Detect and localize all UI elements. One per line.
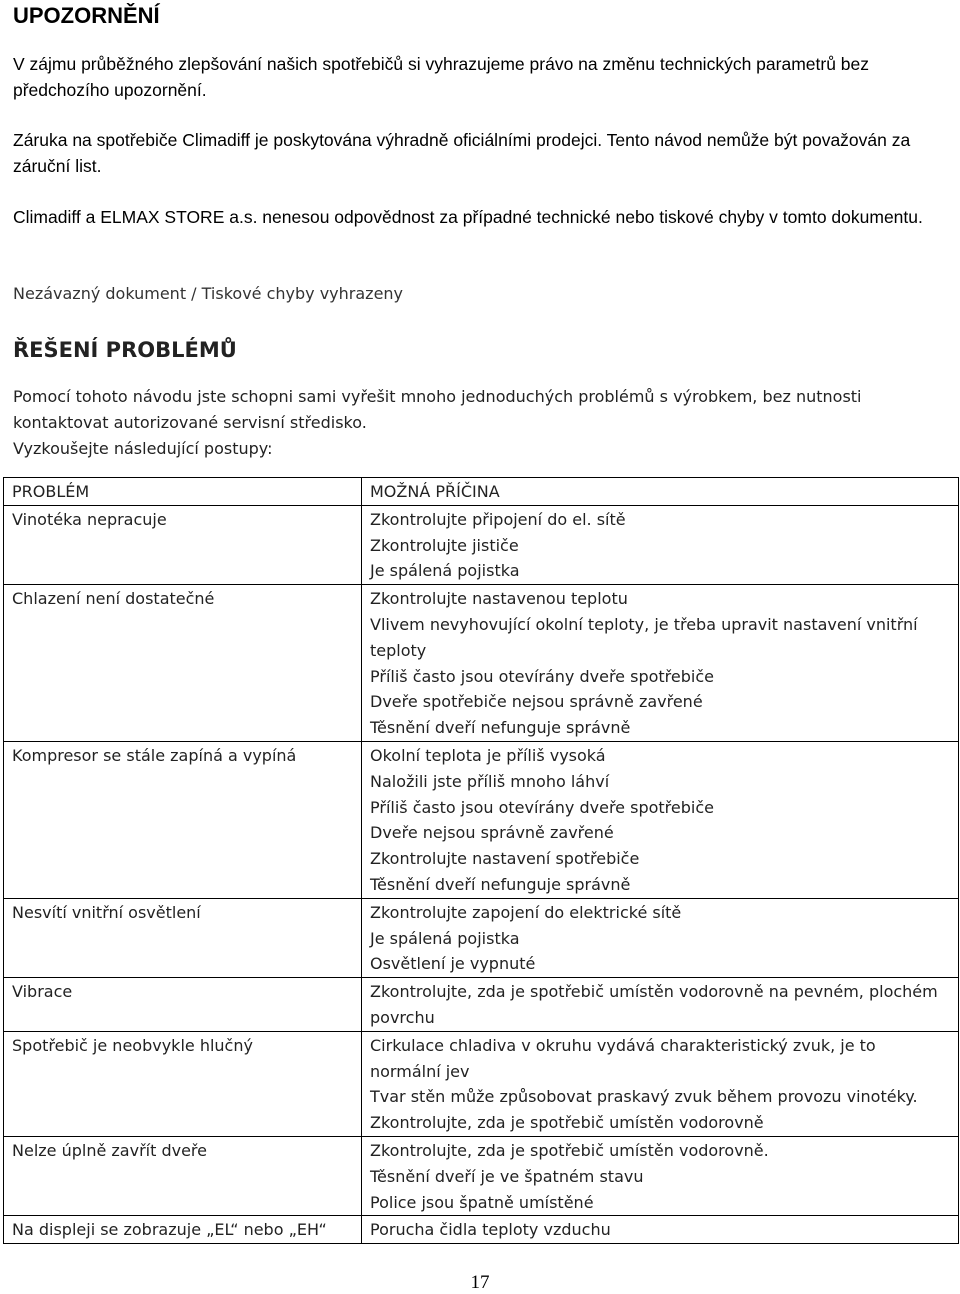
problem-cell <box>4 1216 362 1244</box>
table-row <box>4 585 959 742</box>
troubleshooting-title: ŘEŠENÍ PROBLÉMŮ <box>13 338 237 362</box>
problem-cell <box>4 1031 362 1136</box>
warning-paragraph-1: V zájmu průběžného zlepšování našich spotřebičů si vyhrazujeme právo na změnu technických parametrů bez předchozího upozornění. <box>13 54 870 100</box>
cause-cell <box>362 1216 959 1244</box>
warning-title: UPOZORNĚNÍ <box>13 3 160 28</box>
cause-text: Osvětlení je vypnuté <box>370 954 536 974</box>
problem-cell <box>4 505 362 584</box>
cause-text: Příliš často jsou otevírány dveře spotřebiče <box>370 666 714 686</box>
cause-cell <box>362 741 959 898</box>
cause-text: Příliš často jsou otevírány dveře spotřebiče <box>370 797 714 817</box>
table-header-row <box>4 478 959 506</box>
table-row <box>4 978 959 1032</box>
cause-text: Okolní teplota je příliš vysoká <box>370 745 606 765</box>
cause-text: Naložili jste příliš mnoho láhví <box>370 771 610 791</box>
cause-text: Police jsou špatně umístěné <box>370 1192 594 1212</box>
problem-text: Kompresor se stále zapíná a vypíná <box>12 745 297 765</box>
problem-text: Vinotéka nepracuje <box>12 509 167 529</box>
cause-text: Zkontrolujte zapojení do elektrické sítě <box>370 902 682 922</box>
problem-text: Nesvítí vnitřní osvětlení <box>12 902 201 922</box>
cause-text: Zkontrolujte nastavenou teplotu <box>370 589 628 609</box>
cause-text: Je spálená pojistka <box>370 561 520 581</box>
cause-text: Zkontrolujte, zda je spotřebič umístěn vodorovně. <box>370 1140 769 1160</box>
cause-text: Porucha čidla teploty vzduchu <box>370 1220 611 1240</box>
cause-text: Zkontrolujte, zda je spotřebič umístěn vodorovně <box>370 1113 764 1133</box>
problem-text: Vibrace <box>12 982 73 1002</box>
cause-cell <box>362 1031 959 1136</box>
table-row <box>4 898 959 977</box>
table-row <box>4 1216 959 1244</box>
cause-text: Zkontrolujte jističe <box>370 535 519 555</box>
cause-text: Vlivem nevyhovující okolní teploty, je třeba upravit nastavení vnitřní teploty <box>370 614 918 660</box>
cause-text: Těsnění dveří nefunguje správně <box>370 874 631 894</box>
cause-cell <box>362 898 959 977</box>
table-row <box>4 1136 959 1215</box>
cause-text: Dveře nejsou správně zavřené <box>370 823 614 843</box>
troubleshooting-intro: Pomocí tohoto návodu jste schopni sami vyřešit mnoho jednoduchých problémů s výrobkem, bez nutnosti kontaktovat autorizované servisní středisko. <box>13 387 862 432</box>
cause-text: Tvar stěn může způsobovat praskavý zvuk během provozu vinotéky. <box>370 1087 918 1107</box>
header-problem: PROBLÉM <box>4 478 362 506</box>
header-cause: MOŽNÁ PŘÍČINA <box>362 478 959 506</box>
cause-text: Je spálená pojistka <box>370 928 520 948</box>
problem-text: Nelze úplně zavřít dveře <box>12 1140 207 1160</box>
problem-text: Chlazení není dostatečné <box>12 589 215 609</box>
problem-cell <box>4 898 362 977</box>
cause-text: Zkontrolujte, zda je spotřebič umístěn vodorovně na pevném, plochém povrchu <box>370 982 938 1027</box>
cause-text: Dveře spotřebiče nejsou správně zavřené <box>370 692 703 712</box>
cause-text: Těsnění dveří je ve špatném stavu <box>370 1166 644 1186</box>
cause-cell <box>362 585 959 742</box>
table-row <box>4 505 959 584</box>
warning-paragraph-4: Nezávazný dokument / Tiskové chyby vyhrazeny <box>13 284 404 303</box>
problem-text: Na displeji se zobrazuje „EL“ nebo „EH“ <box>12 1220 327 1240</box>
cause-text: Těsnění dveří nefunguje správně <box>370 718 631 738</box>
problem-cell <box>4 741 362 898</box>
cause-text: Zkontrolujte připojení do el. sítě <box>370 509 626 529</box>
problem-cell <box>4 585 362 742</box>
warning-paragraph-3: Climadiff a ELMAX STORE a.s. nenesou odpovědnost za případné technické nebo tiskové chyby v tomto dokumentu. <box>13 207 923 227</box>
troubleshooting-instruction: Vyzkoušejte následující postupy: <box>13 439 273 458</box>
cause-cell <box>362 978 959 1032</box>
cause-cell <box>362 1136 959 1215</box>
problem-text: Spotřebič je neobvykle hlučný <box>12 1035 253 1055</box>
problem-cell <box>4 1136 362 1215</box>
cause-cell <box>362 505 959 584</box>
warning-paragraph-2: Záruka na spotřebiče Climadiff je poskytována výhradně oficiálními prodejci. Tento návod nemůže být považován za záruční list. <box>13 130 911 176</box>
cause-text: Cirkulace chladiva v okruhu vydává charakteristický zvuk, je to normální jev <box>370 1035 876 1081</box>
cause-text: Zkontrolujte nastavení spotřebiče <box>370 849 640 869</box>
problem-cell <box>4 978 362 1032</box>
troubleshooting-table <box>3 477 959 1244</box>
table-row <box>4 1031 959 1136</box>
table-row <box>4 741 959 898</box>
page-number: 17 <box>470 1272 490 1293</box>
